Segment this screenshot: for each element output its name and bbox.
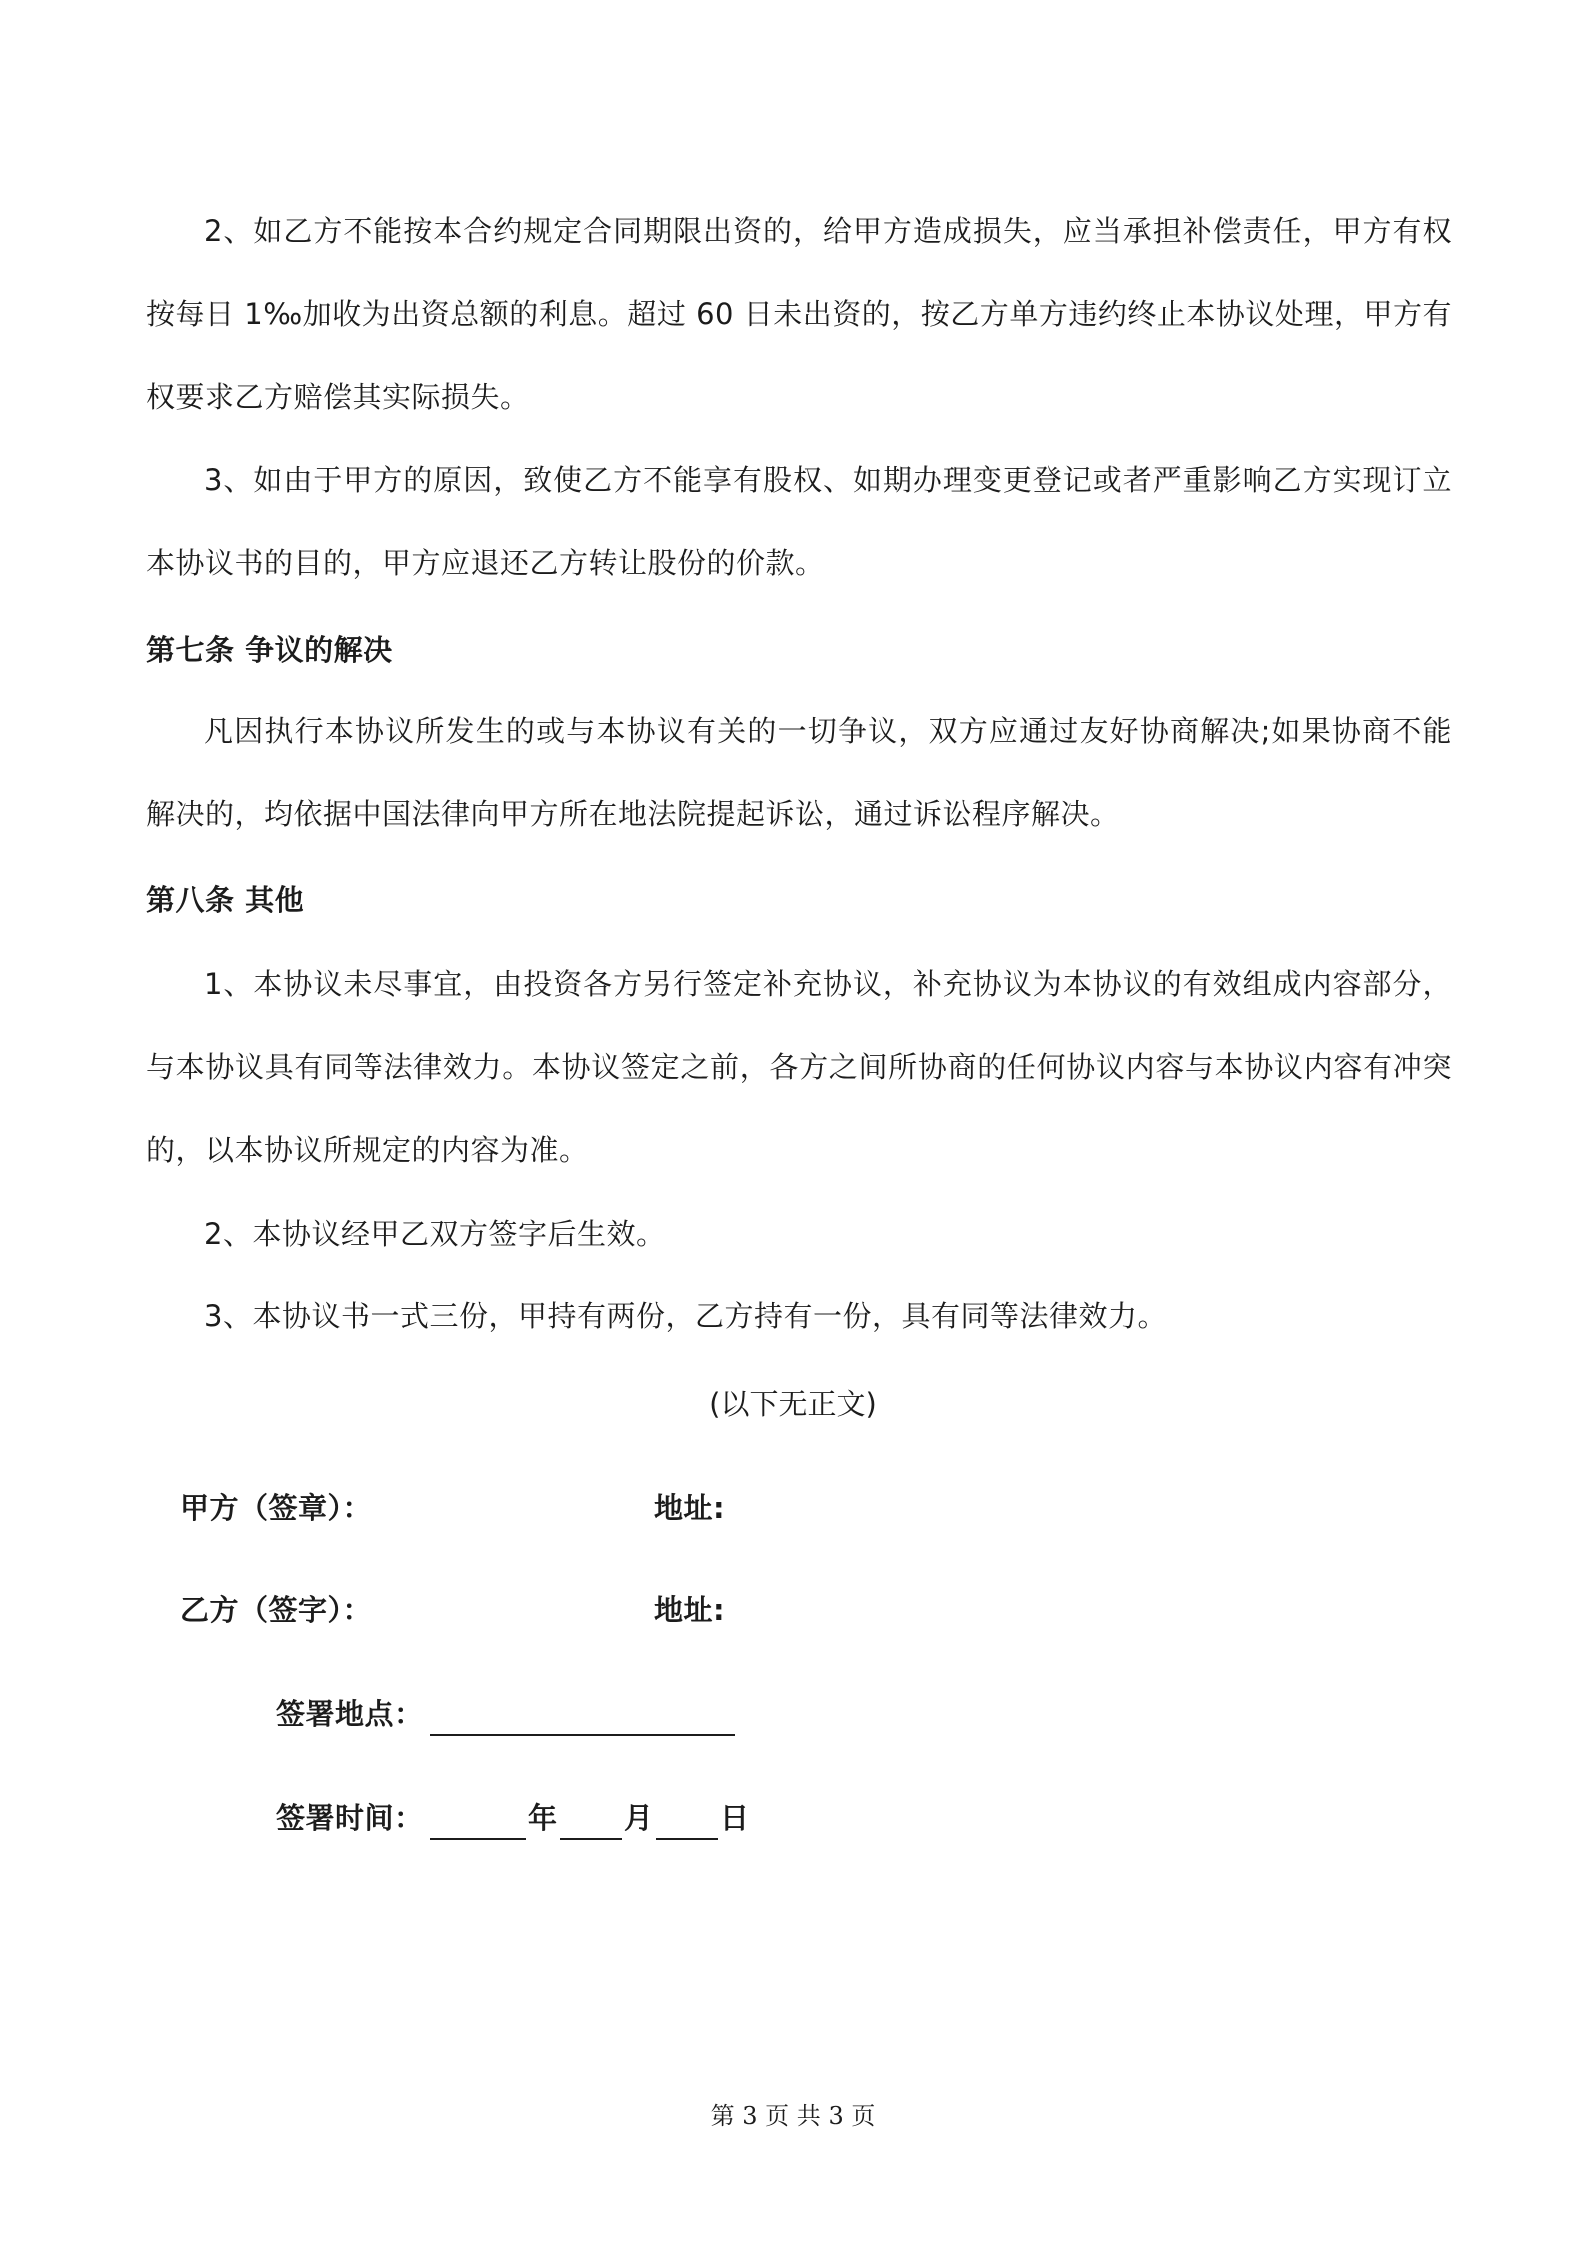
clause8-item3-paragraph: 3、本协议书一式三份，甲持有两份，乙方持有一份，具有同等法律效力。 [204, 1299, 1167, 1333]
party-a-address-label: 地址: [654, 1491, 726, 1525]
signing-place-label: 签署地点： [276, 1697, 424, 1731]
signing-place-blank [430, 1734, 735, 1736]
day-unit: 日 [720, 1801, 750, 1835]
clause8-heading: 第八条 其他 [146, 883, 305, 917]
clause7-body-paragraph: 凡因执行本协议所发生的或与本协议有关的一切争议，双方应通过友好协商解决;如果协商不能解决的，均依据中国法律向甲方所在地法院提起诉讼，通过诉讼程序解决。 [146, 714, 1452, 831]
month-unit: 月 [624, 1801, 654, 1835]
page-number-footer: 第 3 页 共 3 页 [710, 2102, 876, 2130]
party-a-signature-label: 甲方（签章）： [180, 1491, 373, 1525]
year-blank [430, 1838, 526, 1840]
party-b-signature-label: 乙方（签字）： [180, 1593, 373, 1627]
clause7-heading: 第七条 争议的解决 [146, 633, 393, 667]
no-further-text-note: (以下无正文) [709, 1387, 877, 1421]
signing-time-label: 签署时间： [276, 1801, 424, 1835]
clause8-item1-paragraph: 1、本协议未尽事宜，由投资各方另行签定补充协议，补充协议为本协议的有效组成内容部分，与本协议具有同等法律效力。本协议签定之前，各方之间所协商的任何协议内容与本协议内容有冲突的，以本协议所规定的内容为准。 [146, 967, 1452, 1167]
month-blank [560, 1838, 622, 1840]
party-b-address-label: 地址: [654, 1593, 726, 1627]
clause8-item2-paragraph: 2、本协议经甲乙双方签字后生效。 [204, 1217, 666, 1251]
year-unit: 年 [528, 1801, 558, 1835]
day-blank [656, 1838, 718, 1840]
clause6-item3-paragraph: 3、如由于甲方的原因，致使乙方不能享有股权、如期办理变更登记或者严重影响乙方实现订立本协议书的目的，甲方应退还乙方转让股份的价款。 [146, 463, 1452, 580]
clause6-item2-paragraph: 2、如乙方不能按本合约规定合同期限出资的，给甲方造成损失，应当承担补偿责任，甲方有权按每日 1‰加收为出资总额的利息。超过 60 日未出资的，按乙方单方违约终止本协议处理，甲方有权要求乙方赔偿其实际损失。 [146, 214, 1452, 414]
